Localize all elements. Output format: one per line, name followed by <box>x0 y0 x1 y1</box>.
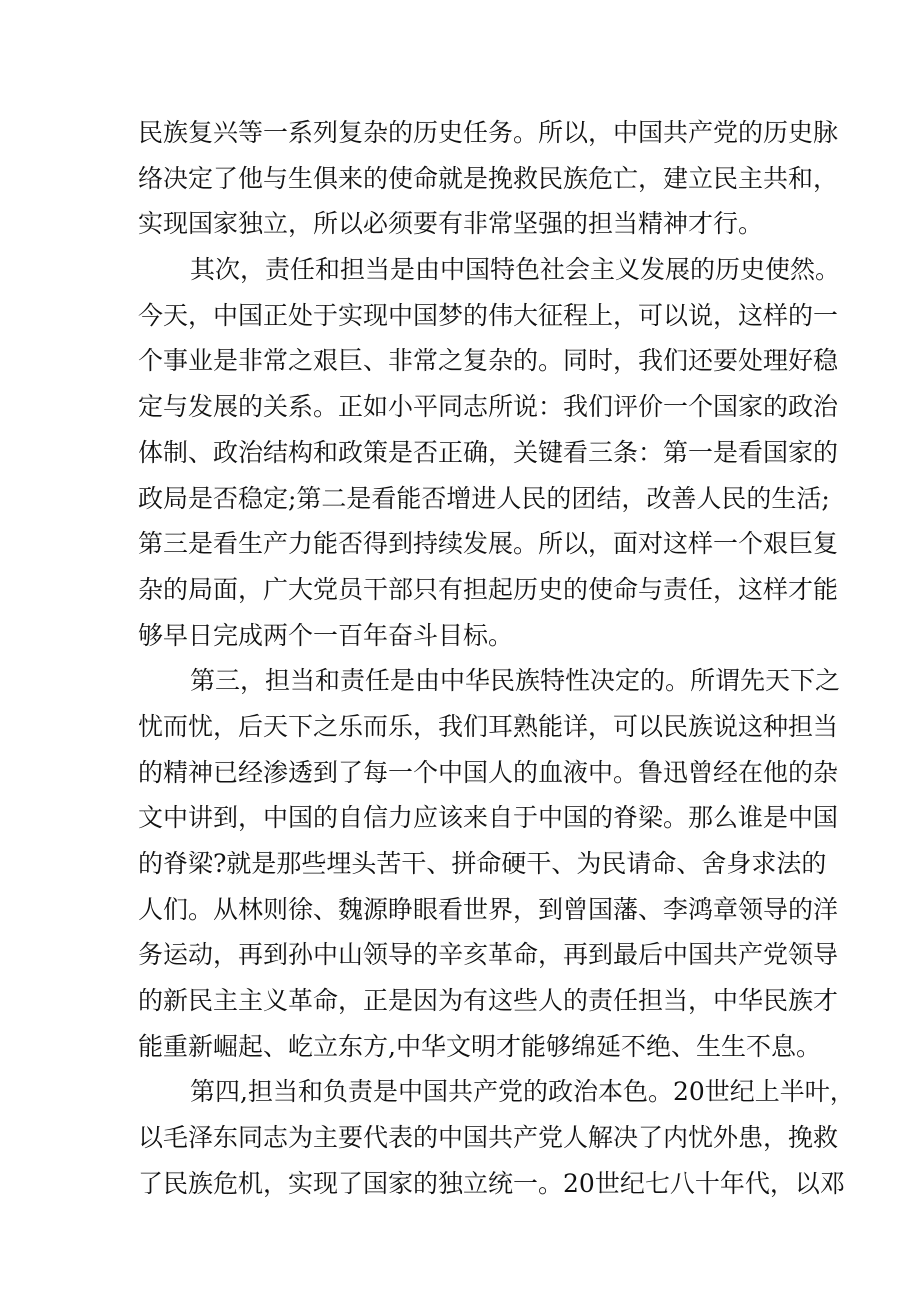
paragraph-3-line-4: 文中讲到，中国的自信力应该来自于中国的脊梁。那么谁是中国 <box>138 803 839 833</box>
paragraph-3-line-1: 第三，担当和责任是由中华民族特性决定的。所谓先天下之 <box>190 666 841 696</box>
paragraph-3-line-7: 务运动，再到孙中山领导的辛亥革命，再到最后中国共产党领导 <box>138 940 839 970</box>
paragraph-3-line-8: 的新民主主义革命，正是因为有这些人的责任担当，中华民族才 <box>138 986 839 1016</box>
paragraph-2-line-4: 定与发展的关系。正如小平同志所说：我们评价一个国家的政治 <box>138 392 839 422</box>
paragraph-1-line-1: 民族复兴等一系列复杂的历史任务。所以，中国共产党的历史脉 <box>138 118 839 147</box>
paragraph-2-line-5: 体制、政治结构和政策是否正确，关键看三条：第一是看国家的 <box>138 437 839 467</box>
paragraph-2-line-6: 政局是否稳定;第二是看能否增进人民的团结，改善人民的生活; <box>138 483 830 513</box>
paragraph-3-line-2: 忧而忧，后天下之乐而乐，我们耳熟能详，可以民族说这种担当 <box>138 711 839 741</box>
paragraph-2-line-3: 个事业是非常之艰巨、非常之复杂的。同时，我们还要处理好稳 <box>138 346 839 376</box>
paragraph-2-line-9: 够早日完成两个一百年奋斗目标。 <box>138 620 514 650</box>
paragraph-1-line-3: 实现国家独立，所以必须要有非常坚强的担当精神才行。 <box>138 209 764 239</box>
paragraph-3-line-6: 人们。从林则徐、魏源睁眼看世界，到曾国藩、李鸿章领导的洋 <box>138 894 839 924</box>
paragraph-3-line-3: 的精神已经渗透到了每一个中国人的血液中。鲁迅曾经在他的杂 <box>138 757 839 787</box>
paragraph-4-line-3: 了民族危机，实现了国家的独立统一。20世纪七八十年代，以邓 <box>138 1168 845 1198</box>
paragraph-3-line-9: 能重新崛起、屹立东方,中华文明才能够绵延不绝、生生不息。 <box>138 1031 821 1061</box>
paragraph-2-line-2: 今天，中国正处于实现中国梦的伟大征程上，可以说，这样的一 <box>138 300 839 330</box>
paragraph-4-line-2: 以毛泽东同志为主要代表的中国共产党人解决了内忧外患，挽救 <box>138 1123 839 1153</box>
paragraph-3-line-5: 的脊梁?就是那些埋头苦干、拼命硬干、为民请命、舍身求法的 <box>138 849 827 878</box>
paragraph-2-line-8: 杂的局面，广大党员干部只有担起历史的使命与责任，这样才能 <box>138 574 839 604</box>
paragraph-4-line-1: 第四,担当和负责是中国共产党的政治本色。20世纪上半叶， <box>190 1077 855 1107</box>
paragraph-1-line-2: 络决定了他与生俱来的使命就是挽救民族危亡，建立民主共和， <box>138 163 839 193</box>
document-body <box>138 110 855 1207</box>
paragraph-2-line-7: 第三是看生产力能否得到持续发展。所以，面对这样一个艰巨复 <box>138 529 839 559</box>
paragraph-2-line-1: 其次，责任和担当是由中国特色社会主义发展的历史使然。 <box>190 255 841 285</box>
